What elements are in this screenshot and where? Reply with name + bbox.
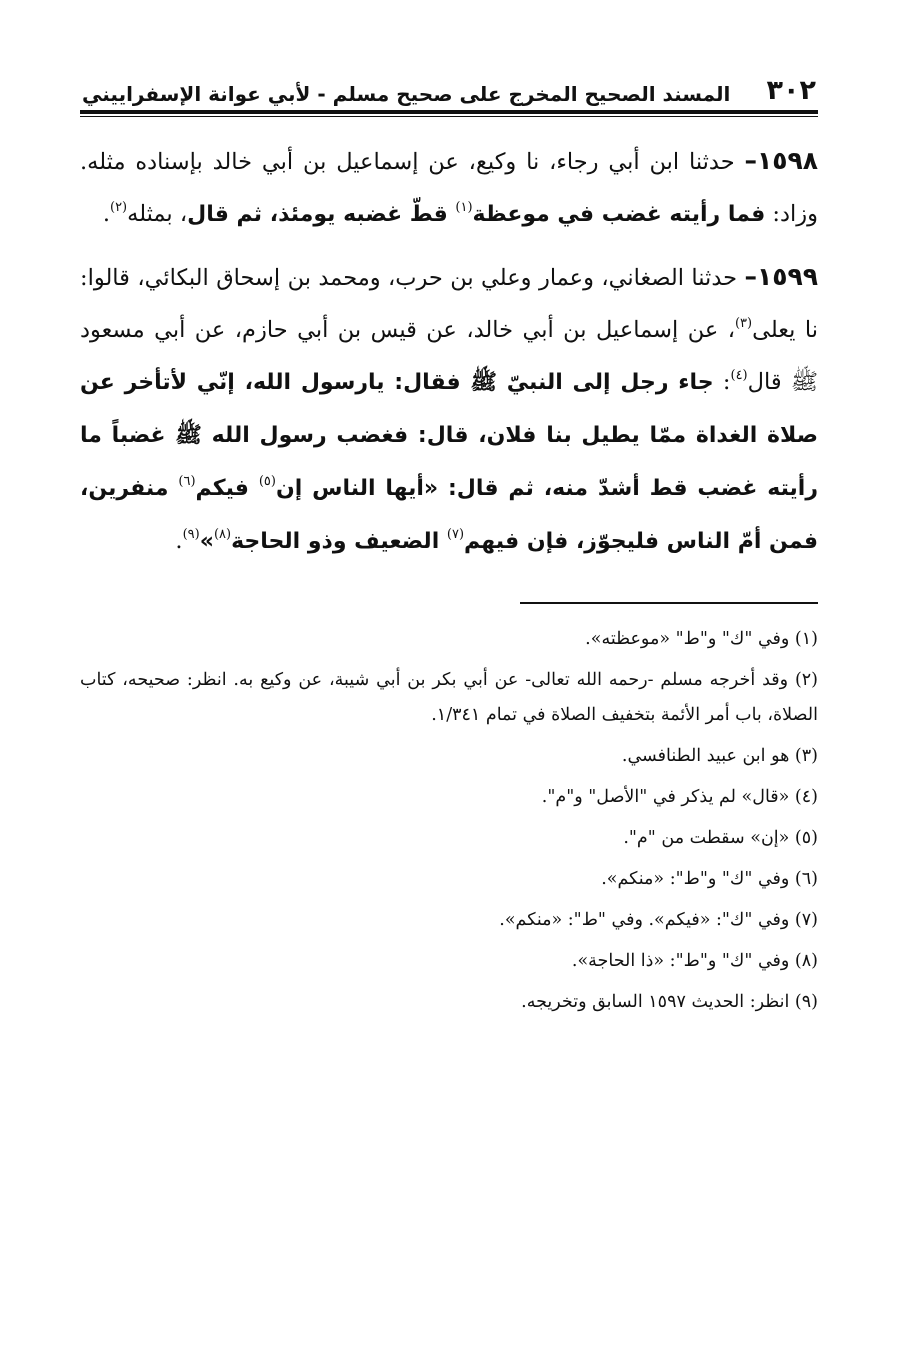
page-number: ٣٠٢ bbox=[766, 75, 816, 106]
hadith-1598 bbox=[80, 135, 818, 241]
footnote-ref-6: (٦) bbox=[178, 474, 196, 489]
hadith-bold-text: قطّ غضبه يومئذ، ثم قال bbox=[187, 202, 456, 227]
footnotes bbox=[80, 622, 818, 1020]
hadith-dash: – bbox=[744, 262, 757, 291]
footnote-ref-8: (٨) bbox=[213, 527, 232, 542]
hadith-text: . bbox=[175, 528, 183, 554]
footnote-ref-2: (٢) bbox=[109, 200, 128, 215]
footnote-separator bbox=[520, 602, 818, 604]
hadith-bold-text: فيكم bbox=[195, 476, 259, 501]
header-rule-thick bbox=[80, 110, 818, 114]
footnote-8: (٨) وفي "ك" و"ط": «ذا الحاجة». bbox=[571, 951, 818, 971]
hadith-bold-text: » bbox=[199, 529, 214, 554]
footnote-9: (٩) انظر: الحديث ١٥٩٧ السابق وتخريجه. bbox=[521, 992, 818, 1012]
hadith-bold-text: منفرين، فمن أمّ الناس فليجوّز، فإن فيهم bbox=[80, 476, 818, 554]
footnote-2: (٢) وقد أخرجه مسلم -رحمه الله تعالى- عن أبي بكر بن أبي شيبة، عن وكيع به. انظر: صحيحه، كتاب الصلاة، باب أمر الأئمة بتخفيف الصلاة في تمام ١/٣٤١. bbox=[80, 670, 818, 725]
hadith-text: . bbox=[102, 201, 110, 227]
hadith-dash: – bbox=[744, 146, 757, 175]
hadith-number: ١٥٩٨ bbox=[756, 146, 818, 175]
hadith-text: ، بمثله bbox=[127, 201, 188, 227]
footnote-ref-1: (١) bbox=[455, 200, 473, 215]
footnote-ref-4: (٤) bbox=[730, 368, 748, 383]
book-page bbox=[80, 60, 818, 1320]
footnote-ref-5: (٥) bbox=[258, 474, 276, 489]
running-title: المسند الصحيح المخرج على صحيح مسلم - لأبي عوانة الإسفراييني bbox=[82, 82, 731, 106]
footnote-3: (٣) هو ابن عبيد الطنافسي. bbox=[621, 746, 818, 766]
main-text bbox=[80, 135, 818, 568]
header-rule-thin bbox=[80, 116, 818, 117]
hadith-1599 bbox=[80, 251, 818, 568]
footnote-ref-9: (٩) bbox=[182, 527, 200, 542]
hadith-text: حدثنا الصغاني، وعمار وعلي بن حرب، ومحمد بن إسحاق البكائي، قالوا: نا يعلى bbox=[80, 265, 818, 343]
footnote-1: (١) وفي "ك" و"ط" «موعظته». bbox=[585, 629, 818, 649]
footnote-4: (٤) «قال» لم يذكر في "الأصل" و"م". bbox=[541, 787, 818, 807]
page-header bbox=[80, 60, 818, 104]
hadith-number: ١٥٩٩ bbox=[756, 262, 818, 291]
hadith-bold-text: الضعيف وذو الحاجة bbox=[231, 529, 447, 554]
hadith-text: : bbox=[713, 369, 731, 395]
hadith-text: حدثنا ابن أبي رجاء، نا وكيع، عن إسماعيل بن أبي خالد بإسناده مثله. وزاد: bbox=[80, 149, 818, 227]
footnote-ref-3: (٣) bbox=[734, 316, 753, 331]
footnote-6: (٦) وفي "ك" و"ط": «منكم». bbox=[601, 869, 818, 889]
footnote-ref-7: (٧) bbox=[446, 527, 465, 542]
footnote-7: (٧) وفي "ك": «فيكم». وفي "ط": «منكم». bbox=[499, 910, 818, 930]
footnote-5: (٥) «إن» سقطت من "م". bbox=[623, 828, 818, 848]
hadith-bold-text: فما رأيته غضب في موعظة bbox=[472, 202, 766, 227]
hadith-bold-text: جاء رجل إلى النبيّ ﷺ فقال: يارسول الله، إنّي لأتأخر عن صلاة الغداة ممّا يطيل بنا فلان، قال: فغضب رسول الله ﷺ غضباً ما رأيته غضب قط أشدّ منه، ثم قال: «أيها الناس إن bbox=[80, 370, 819, 501]
hadith-text: ، عن إسماعيل بن أبي خالد، عن قيس بن أبي حازم، عن أبي مسعود ﷺ قال bbox=[80, 317, 819, 395]
